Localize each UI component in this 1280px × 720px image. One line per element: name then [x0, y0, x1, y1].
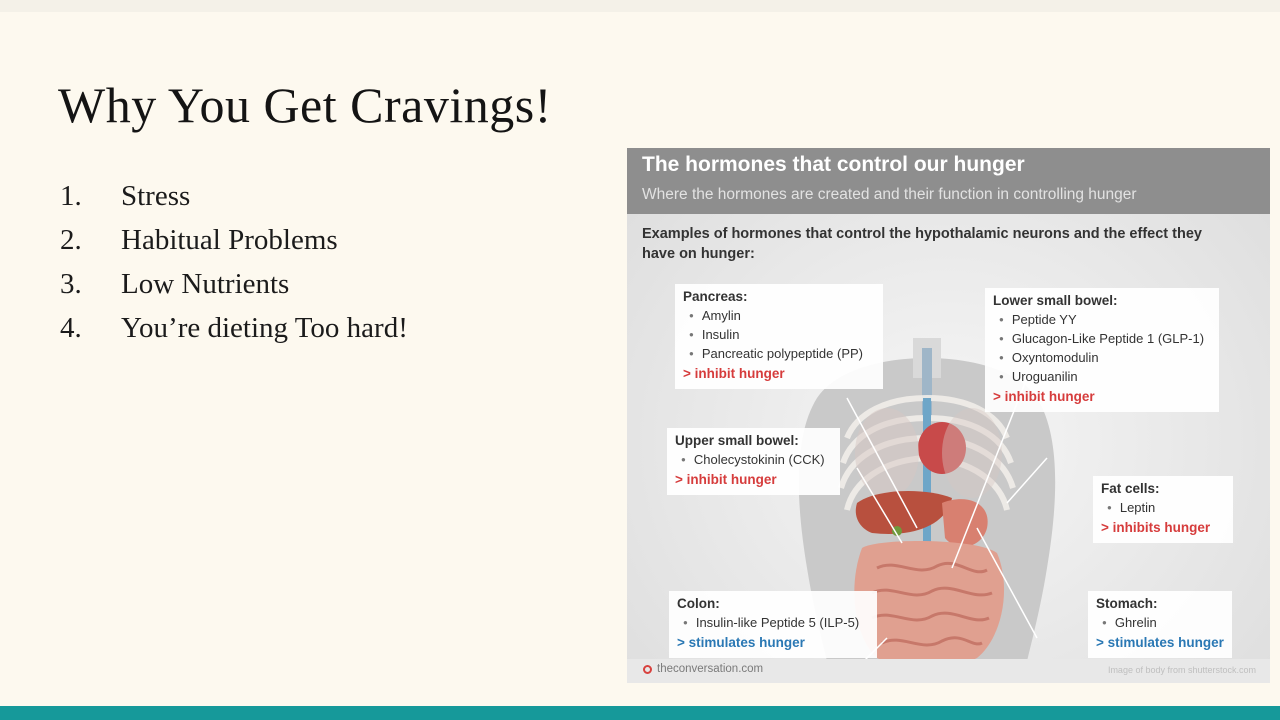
hormone-item: ● Uroguanilin — [993, 367, 1211, 386]
upper-small-bowel-box — [667, 428, 840, 495]
pancreas-box — [675, 284, 883, 389]
effect-label: > inhibit hunger — [993, 389, 1095, 404]
bullet-number: 4. — [60, 312, 82, 344]
lower-small-bowel-title: Lower small bowel: — [993, 293, 1118, 308]
fat-cells-title: Fat cells: — [1101, 481, 1160, 496]
hormone-item: ● Peptide YY — [993, 310, 1211, 329]
bullet-item — [60, 308, 408, 352]
hormone-item: ● Insulin — [683, 325, 875, 344]
effect-label: > inhibit hunger — [675, 472, 777, 487]
bullet-number: 1. — [60, 180, 82, 212]
bottom-band — [0, 706, 1280, 720]
stomach-box — [1088, 591, 1232, 658]
bullet-item — [60, 264, 408, 308]
effect-label: > stimulates hunger — [677, 635, 805, 650]
bullet-item — [60, 220, 408, 264]
bullet-item — [60, 176, 408, 220]
bullet-number: 3. — [60, 268, 82, 300]
stomach-title: Stomach: — [1096, 596, 1158, 611]
source-label — [643, 663, 763, 675]
bullet-text: Habitual Problems — [121, 224, 338, 256]
colon-box — [669, 591, 877, 658]
hormone-item: ● Pancreatic polypeptide (PP) — [683, 344, 875, 363]
bullet-text: Stress — [121, 180, 191, 212]
hormone-item: ● Leptin — [1101, 498, 1225, 517]
infographic-intro: Examples of hormones that control the hypothalamic neurons and the effect they have on hunger: — [642, 226, 1202, 262]
image-credit: Image of body from shutterstock.com — [1107, 665, 1256, 675]
upper-small-bowel-title: Upper small bowel: — [675, 433, 799, 448]
pancreas-title: Pancreas: — [683, 289, 748, 304]
hormone-item: ● Ghrelin — [1096, 613, 1224, 632]
hormone-item: ● Cholecystokinin (CCK) — [675, 450, 832, 469]
lower-small-bowel-box — [985, 288, 1219, 412]
effect-label: > inhibits hunger — [1101, 520, 1211, 535]
hormone-item: ● Amylin — [683, 306, 875, 325]
hormones-infographic — [627, 148, 1270, 683]
effect-label: > inhibit hunger — [683, 366, 785, 381]
infographic-header — [627, 148, 1270, 214]
source-text: theconversation.com — [657, 663, 764, 675]
bullet-list — [60, 176, 408, 352]
bullet-text: Low Nutrients — [121, 268, 290, 300]
top-band — [0, 0, 1280, 12]
conversation-logo-icon — [643, 665, 652, 674]
hormone-item: ● Insulin-like Peptide 5 (ILP-5) — [677, 613, 869, 632]
infographic-footer — [627, 659, 1270, 683]
colon-title: Colon: — [677, 596, 720, 611]
infographic-subtitle: Where the hormones are created and their function in controlling hunger — [642, 186, 1137, 203]
bullet-number: 2. — [60, 224, 82, 256]
hormone-item: ● Oxyntomodulin — [993, 348, 1211, 367]
effect-label: > stimulates hunger — [1096, 635, 1224, 650]
slide-title: Why You Get Cravings! — [58, 77, 552, 133]
fat-cells-box — [1093, 476, 1233, 543]
hormone-item: ● Glucagon-Like Peptide 1 (GLP-1) — [993, 329, 1211, 348]
infographic-title: The hormones that control our hunger — [642, 153, 1025, 176]
bullet-text: You’re dieting Too hard! — [121, 312, 408, 344]
